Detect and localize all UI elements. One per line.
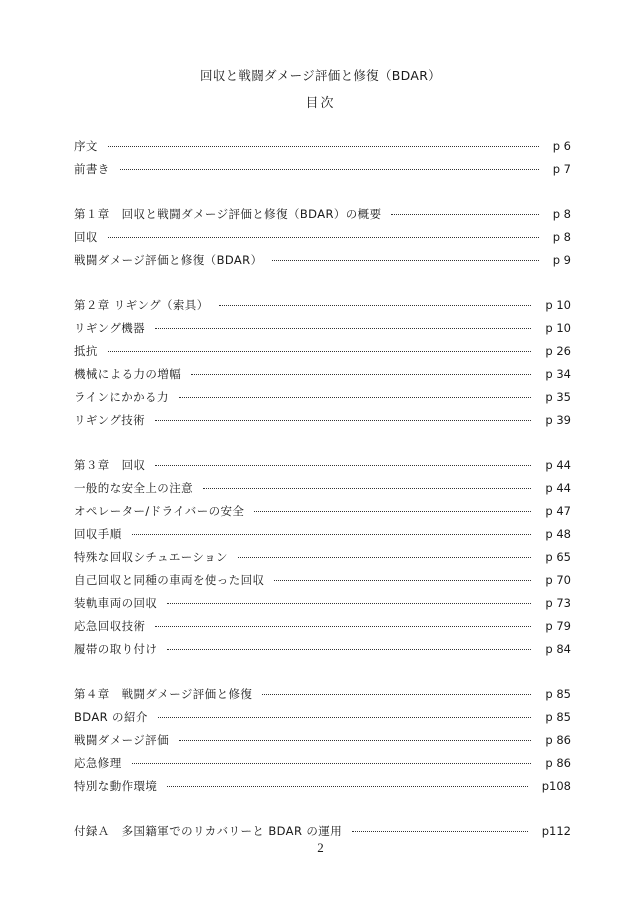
- toc-entry-label: 一般的な安全上の注意: [74, 480, 201, 496]
- toc-entry[interactable]: [74, 480, 571, 496]
- toc-entry-label: 自己回収と同種の車両を使った回収: [74, 572, 272, 588]
- toc-entry-page: p 8: [552, 207, 571, 221]
- toc-entry-page: p 86: [545, 733, 571, 747]
- toc-entry-page: p 47: [545, 504, 571, 518]
- dot-leader: [274, 580, 531, 581]
- toc-entry-page: p 86: [545, 756, 571, 770]
- dot-leader: [167, 603, 531, 604]
- toc-entry-label: 戦闘ダメージ評価: [74, 732, 177, 748]
- document-title: 回収と戦闘ダメージ評価と修復（BDAR）: [200, 68, 441, 83]
- dot-leader: [191, 374, 531, 375]
- toc-entry-label: 履帯の取り付け: [74, 641, 165, 657]
- toc-entry-label: 付録Ａ 多国籍軍でのリカバリーと BDAR の運用: [74, 823, 350, 839]
- dot-leader: [352, 831, 528, 832]
- toc-entry-label: 回収手順: [74, 526, 130, 542]
- toc-entry-page: p 84: [545, 642, 571, 656]
- dot-leader: [167, 649, 531, 650]
- toc-entry-label: 抵抗: [74, 343, 106, 359]
- dot-leader: [155, 465, 531, 466]
- toc-entry-page: p 44: [545, 481, 571, 495]
- toc-entry-label: オペレーター/ドライバーの安全: [74, 503, 252, 519]
- toc-entry[interactable]: [74, 343, 571, 359]
- toc-entry-label: 第１章 回収と戦闘ダメージ評価と修復（BDAR）の概要: [74, 206, 389, 222]
- toc-entry-label: 特別な動作環境: [74, 778, 165, 794]
- dot-leader: [219, 305, 531, 306]
- toc-entry-label: 序文: [74, 138, 106, 154]
- toc-entry-page: p 65: [545, 550, 571, 564]
- toc-entry[interactable]: [74, 297, 571, 313]
- dot-leader: [155, 420, 531, 421]
- toc-entry[interactable]: [74, 389, 571, 405]
- dot-leader: [132, 763, 531, 764]
- toc-entry-page: p 85: [545, 687, 571, 701]
- dot-leader: [391, 214, 539, 215]
- toc-entry-page: p112: [541, 824, 571, 838]
- dot-leader: [254, 511, 531, 512]
- toc-entry[interactable]: [74, 618, 571, 634]
- toc-entry-label: 回収: [74, 229, 106, 245]
- dot-leader: [132, 534, 531, 535]
- toc-entry[interactable]: [74, 457, 571, 473]
- dot-leader: [108, 146, 539, 147]
- toc-entry-page: p 10: [545, 321, 571, 335]
- toc-entry[interactable]: [74, 320, 571, 336]
- toc-entry-page: p 7: [552, 162, 571, 176]
- toc-entry[interactable]: [74, 206, 571, 222]
- toc-entry-label: 機械による力の増幅: [74, 366, 189, 382]
- toc-entry-label: 第３章 回収: [74, 457, 153, 473]
- toc-entry-page: p 85: [545, 710, 571, 724]
- toc-entry-label: 戦闘ダメージ評価と修復（BDAR）: [74, 252, 270, 268]
- dot-leader: [272, 260, 539, 261]
- dot-leader: [262, 694, 531, 695]
- toc-entry-label: 特殊な回収シチュエーション: [74, 549, 236, 565]
- toc-entry[interactable]: [74, 366, 571, 382]
- toc-entry[interactable]: [74, 526, 571, 542]
- toc-entry-page: p 70: [545, 573, 571, 587]
- toc-entry-page: p 6: [552, 139, 571, 153]
- toc-entry-label: ラインにかかる力: [74, 389, 177, 405]
- toc-entry-page: p 44: [545, 458, 571, 472]
- toc-entry[interactable]: [74, 252, 571, 268]
- toc-entry[interactable]: [74, 778, 571, 794]
- toc-entry-label: 第４章 戦闘ダメージ評価と修復: [74, 686, 260, 702]
- toc-entry-page: p 10: [545, 298, 571, 312]
- toc-entry[interactable]: [74, 823, 571, 839]
- dot-leader: [179, 740, 531, 741]
- toc-entry-page: p 39: [545, 413, 571, 427]
- toc-entry[interactable]: [74, 138, 571, 154]
- toc-entry-page: p 9: [552, 253, 571, 267]
- toc-entry[interactable]: [74, 641, 571, 657]
- toc-entry-page: p 35: [545, 390, 571, 404]
- toc-entry-label: 応急修理: [74, 755, 130, 771]
- toc-entry-label: 応急回収技術: [74, 618, 153, 634]
- dot-leader: [120, 169, 539, 170]
- toc-entry[interactable]: [74, 229, 571, 245]
- toc-entry[interactable]: [74, 595, 571, 611]
- toc-entry[interactable]: [74, 161, 571, 177]
- toc-entry-page: p 26: [545, 344, 571, 358]
- toc-entry-page: p108: [541, 779, 571, 793]
- toc-entry-page: p 8: [552, 230, 571, 244]
- dot-leader: [238, 557, 531, 558]
- toc-entry[interactable]: [74, 755, 571, 771]
- dot-leader: [158, 717, 531, 718]
- toc-entry-label: BDAR の紹介: [74, 709, 156, 725]
- toc-entry-page: p 73: [545, 596, 571, 610]
- dot-leader: [155, 626, 531, 627]
- toc-entry-label: 前書き: [74, 161, 118, 177]
- page-number: 2: [317, 840, 324, 855]
- toc-entry[interactable]: [74, 686, 571, 702]
- toc-entry-page: p 34: [545, 367, 571, 381]
- toc-heading: 目次: [305, 96, 336, 111]
- toc-entry-label: リギング機器: [74, 320, 153, 336]
- toc-entry[interactable]: [74, 709, 571, 725]
- dot-leader: [167, 786, 528, 787]
- toc-entry-label: リギング技術: [74, 412, 153, 428]
- toc-entry[interactable]: [74, 412, 571, 428]
- toc-entry-page: p 79: [545, 619, 571, 633]
- toc-entry[interactable]: [74, 549, 571, 565]
- toc-entry-label: 第２章 リギング（索具）: [74, 297, 217, 313]
- dot-leader: [108, 351, 531, 352]
- toc-entry-label: 装軌車両の回収: [74, 595, 165, 611]
- toc-entry[interactable]: [74, 572, 571, 588]
- dot-leader: [203, 488, 531, 489]
- dot-leader: [155, 328, 531, 329]
- toc-entry[interactable]: [74, 503, 571, 519]
- dot-leader: [179, 397, 531, 398]
- dot-leader: [108, 237, 539, 238]
- toc-entry-page: p 48: [545, 527, 571, 541]
- toc-entry[interactable]: [74, 732, 571, 748]
